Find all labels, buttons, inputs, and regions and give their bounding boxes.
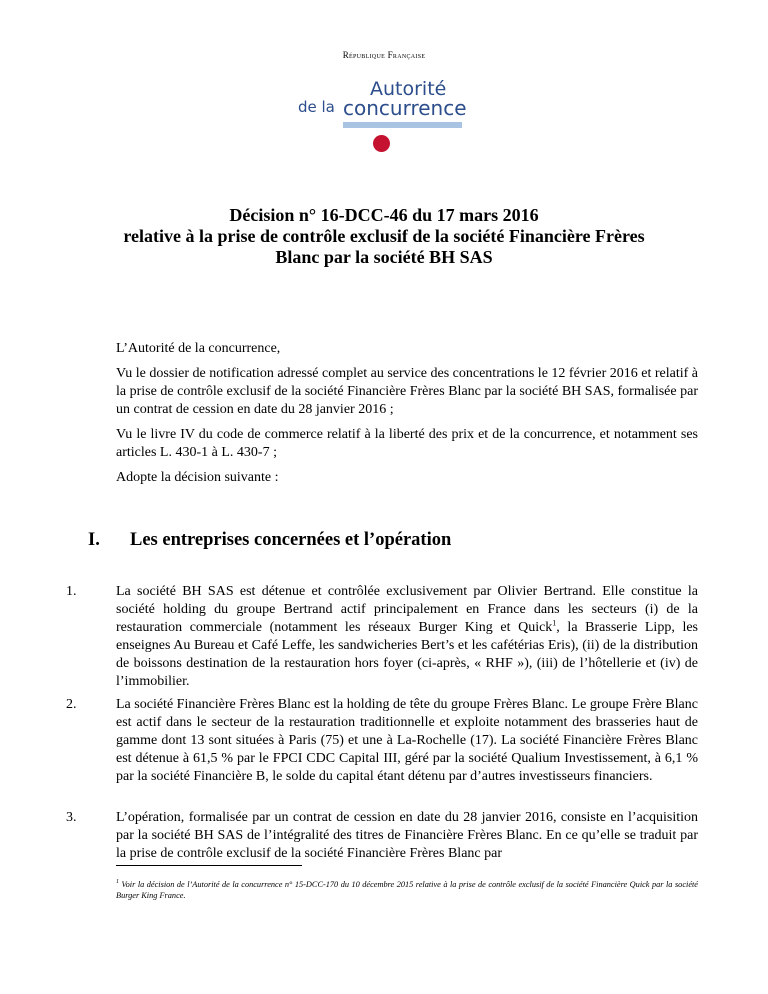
paragraph-2: [66, 696, 698, 786]
preamble-authority: L’Autorité de la concurrence,: [116, 341, 281, 356]
paragraph-text: [116, 583, 698, 691]
footnote-divider: [116, 865, 302, 866]
footnote: [116, 879, 698, 901]
title-line-3: Blanc par la société BH SAS: [275, 247, 493, 267]
logo-bar: [343, 122, 462, 128]
title-line-1: Décision n° 16-DCC-46 du 17 mars 2016: [229, 205, 539, 225]
logo-text-autorite: Autorité: [370, 78, 447, 100]
logo-dot: [373, 135, 390, 152]
footnote-text: Voir la décision de l’Autorité de la concurrence n° 15-DCC-170 du 10 décembre 2015 relative à la prise de contrôle exclusif de la société Financière Quick par la société Burger King France.: [116, 880, 698, 900]
section-heading: [88, 530, 451, 551]
footnote-ref[interactable]: 1: [552, 618, 557, 628]
paragraph-text: L’opération, formalisée par un contrat de cession en date du 28 janvier 2016, consiste en l’acquisition par la société BH SAS de l’intégralité des titres de Financière Frères Blanc. En ce qu’elle se traduit par la prise de contrôle exclusif de la société Financière Frères Blanc par: [116, 810, 698, 861]
logo-text-de-la: de la: [298, 98, 335, 116]
paragraph-text-part: , la Brasserie Lipp, les enseignes Au Bureau et Café Leffe, les sandwicheries Bert’s et les cafétérias Eris), (ii) de la distribution de boissons destination de la restauration hors foyer (ci-après, « RHF »), (iii) de l’hôtellerie et (iv) de l’immobilier.: [116, 620, 698, 689]
authority-logo: [0, 78, 768, 154]
preamble-dossier: Vu le dossier de notification adressé complet au service des concentrations le 12 février 2016 et relatif à la prise de contrôle exclusif de la société Financière Frères Blanc par la société BH SAS, formalisée par un contrat de cession en date du 28 janvier 2016 ;: [116, 366, 698, 417]
section-title: Les entreprises concernées et l’opération: [130, 530, 452, 550]
logo-text-concurrence: concurrence: [343, 96, 467, 120]
preamble: [116, 340, 698, 494]
section-number: I.: [88, 530, 100, 550]
footnote-number: 1: [116, 879, 119, 886]
decision-title: [80, 205, 688, 268]
preamble-adopts: Adopte la décision suivante :: [116, 470, 279, 485]
header-republic: République Française: [342, 50, 426, 60]
preamble-code: Vu le livre IV du code de commerce relatif à la liberté des prix et de la concurrence, et notamment ses articles L. 430-1 à L. 430-7 ;: [116, 427, 698, 460]
paragraph-3: [66, 809, 698, 863]
paragraph-number: 1.: [66, 584, 77, 599]
paragraph-number: 3.: [66, 810, 77, 825]
title-line-2: relative à la prise de contrôle exclusif de la société Financière Frères: [123, 226, 645, 246]
paragraph-1: [66, 583, 698, 689]
paragraph-text: La société Financière Frères Blanc est la holding de tête du groupe Frères Blanc. Le groupe Frère Blanc est actif dans le secteur de la restauration traditionnelle et exploite notamment des brasseries haut de gamme dont 13 sont situées à Paris (75) et une à La-Rochelle (17). La société Financière Frères Blanc est détenue à 61,5 % par le FPCI CDC Capital III, géré par la société Qualium Investissement, à 6,1 % par la société Financière B, le solde du capital étant détenu par d’autres investisseurs financiers.: [116, 697, 698, 784]
paragraph-number: 2.: [66, 697, 77, 712]
paragraph-text-part: La société BH SAS est détenue et contrôlée exclusivement par Olivier Bertrand. Elle constitue la société holding du groupe Bertrand actif principalement en France dans les secteurs (i) de la restauration commerciale (notamment les réseaux Burger King et Quick: [116, 584, 698, 635]
